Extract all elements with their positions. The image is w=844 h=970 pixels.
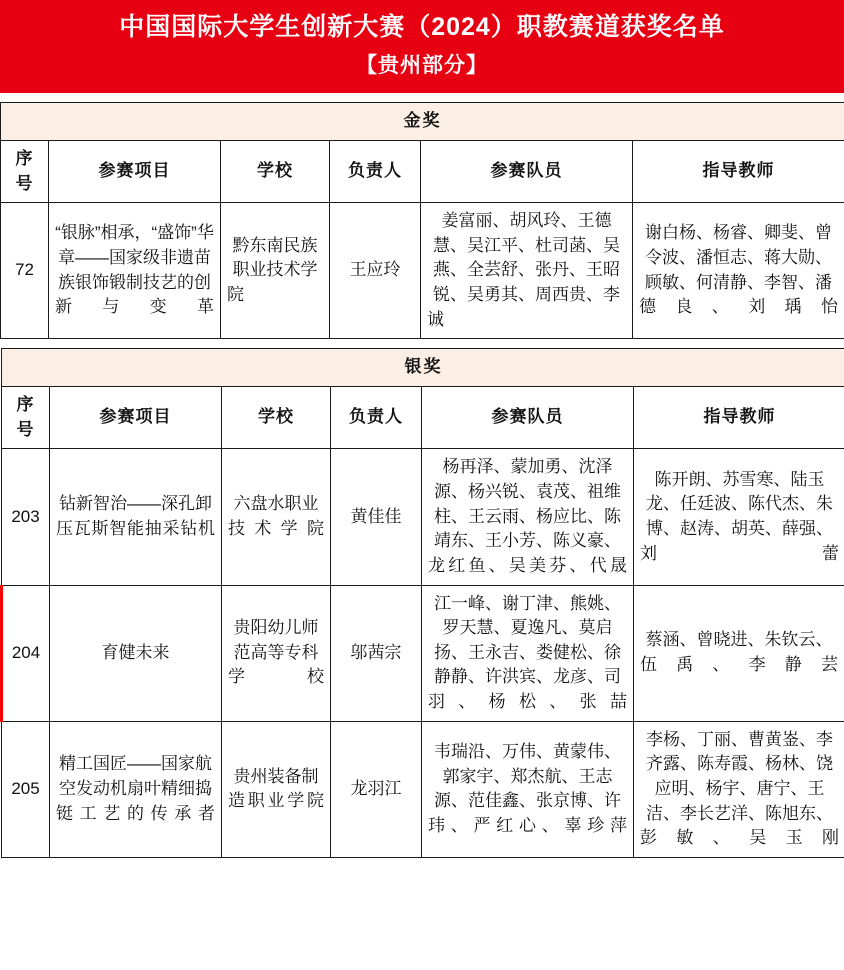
award-section-gold [0,102,844,339]
cell-members: 江一峰、谢丁津、熊姚、罗天慧、夏逸凡、莫启扬、王永吉、娄健松、徐静静、许洪宾、龙彦、司羽、杨松、张喆 [422,585,634,721]
column-header-teachers: 指导教师 [633,140,844,202]
cell-leader: 王应玲 [330,203,421,339]
column-header-no: 序号 [1,140,49,202]
award-table-gold [0,102,844,339]
banner-title-main: 中国国际大学生创新大赛（2024）职教赛道获奖名单 [119,13,725,41]
column-header-members: 参赛队员 [421,140,633,202]
award-title: 银奖 [2,349,844,387]
table-row [1,203,844,339]
table-row [2,721,844,857]
cell-members: 韦瑞沿、万伟、黄蒙伟、郭家宇、郑杰航、王志源、范佳鑫、张京博、许玮、严红心、辜珍萍 [422,721,634,857]
cell-leader: 龙羽江 [331,721,422,857]
cell-no: 72 [1,203,49,339]
cell-leader: 邬茜宗 [331,585,422,721]
cell-members: 杨再泽、蒙加勇、沈泽源、杨兴锐、袁茂、祖维柱、王云雨、杨应比、陈靖东、王小芳、陈义豪、龙红鱼、吴美芬、代晟 [422,449,634,585]
column-header-members: 参赛队员 [422,387,634,449]
column-header-school: 学校 [221,140,330,202]
cell-project: “银脉”相承，“盛饰”华章——国家级非遗苗族银饰锻制技艺的创新与变革 [49,203,221,339]
banner-gap [0,93,844,102]
column-header-leader: 负责人 [331,387,422,449]
cell-school: 六盘水职业技术学院 [222,449,331,585]
table-header-row [2,387,844,449]
column-header-no: 序号 [2,387,50,449]
award-section-silver [0,348,844,858]
column-header-project: 参赛项目 [50,387,222,449]
cell-teachers: 陈开朗、苏雪寒、陆玉龙、任廷波、陈代杰、朱博、赵涛、胡英、薛强、刘蕾 [634,449,844,585]
cell-teachers: 蔡涵、曾晓进、朱钦云、伍禹、李静芸 [634,585,844,721]
cell-project: 育健未来 [50,585,222,721]
section-gap [0,339,844,348]
cell-no: 204 [2,585,50,721]
cell-teachers: 李杨、丁丽、曹黄崟、李齐露、陈寿霞、杨林、饶应明、杨宇、唐宁、王洁、李长艺洋、陈旭东、彭敏、吴玉刚 [634,721,844,857]
column-header-leader: 负责人 [330,140,421,202]
column-header-school: 学校 [222,387,331,449]
cell-teachers: 谢白杨、杨睿、卿斐、曾令波、潘恒志、蒋大勋、顾敏、何清静、李智、潘德良、刘瑀怡 [633,203,844,339]
cell-project: 钻新智治——深孔卸压瓦斯智能抽采钻机 [50,449,222,585]
cell-project: 精工国匠——国家航空发动机扇叶精细捣铤工艺的传承者 [50,721,222,857]
cell-no: 205 [2,721,50,857]
award-title-row [2,349,844,387]
table-row [2,449,844,585]
banner-title-sub: 【贵州部分】 [356,54,488,78]
column-header-project: 参赛项目 [49,140,221,202]
column-header-teachers: 指导教师 [634,387,844,449]
cell-school: 贵州装备制造职业学院 [222,721,331,857]
title-banner [0,0,844,93]
cell-no: 203 [2,449,50,585]
table-row-highlighted [2,585,844,721]
cell-leader: 黄佳佳 [331,449,422,585]
table-header-row [1,140,844,202]
award-title: 金奖 [1,103,844,141]
cell-members: 姜富丽、胡风玲、王德慧、吴江平、杜司菡、吴燕、全芸舒、张丹、王昭锐、吴勇其、周西贵、李诚 [421,203,633,339]
award-table-silver [0,348,844,858]
cell-school: 黔东南民族职业技术学院 [221,203,330,339]
cell-school: 贵阳幼儿师范高等专科学校 [222,585,331,721]
award-title-row [1,103,844,141]
